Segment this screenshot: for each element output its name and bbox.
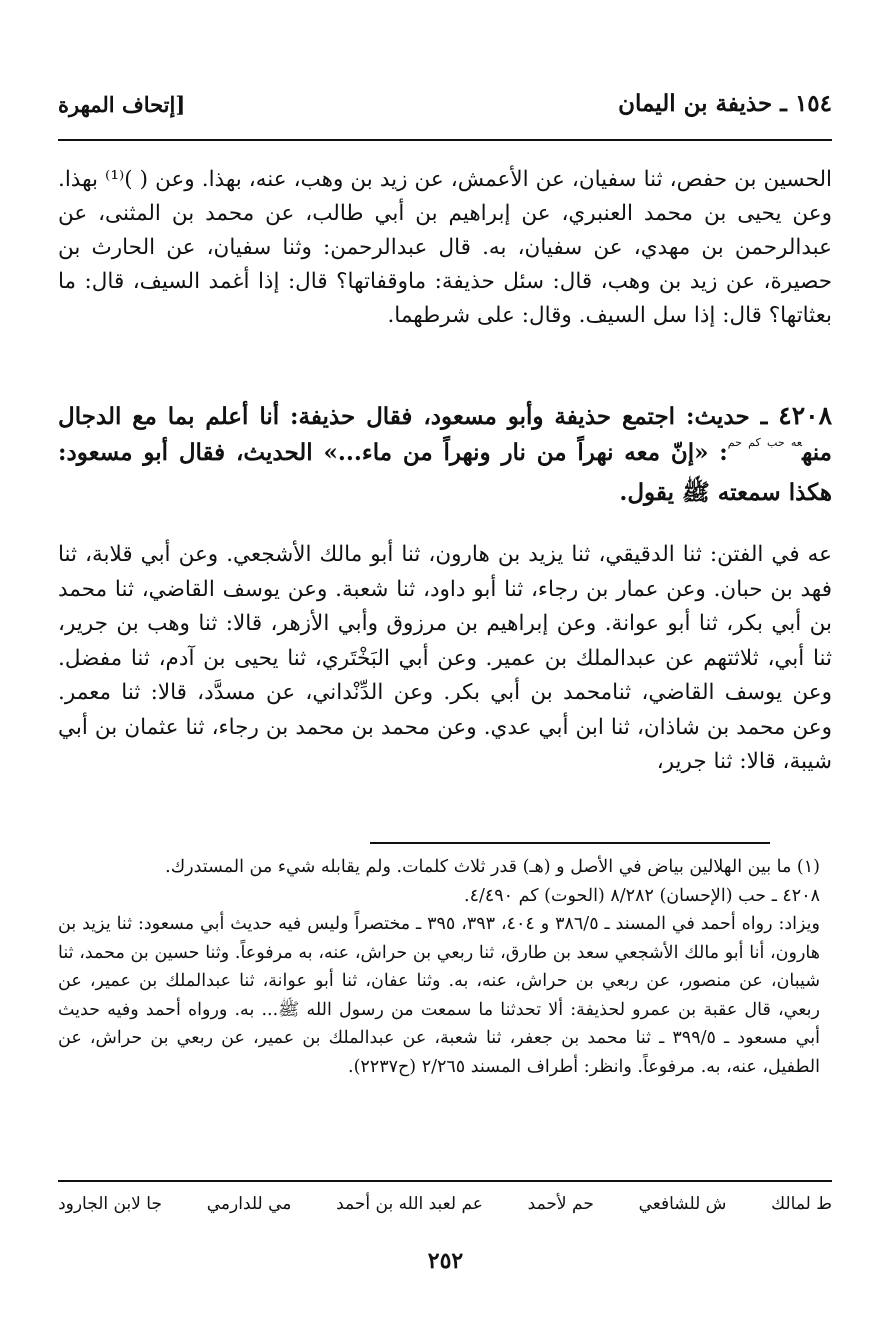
book-title: [إتحاف المهرة [58,92,186,117]
footnote-divider [370,842,770,844]
footnote-1: (١) ما بين الهلالين بياض في الأصل و (هـ) قدر ثلاث كلمات. ولم يقابله شيء من المستدرك. [165,857,820,877]
hadith-entry [58,398,832,511]
abbreviation-item: مي للدارمي [206,1194,292,1214]
footnotes [58,853,832,1081]
abbreviations-divider [58,1180,832,1182]
abbreviation-item: حم لأحمد [527,1194,594,1214]
footnote-2: ٤٢٠٨ ـ حب (الإحسان) ٨/٢٨٢ (الحوت) كم ٤/٤٩٠. [463,885,820,906]
chapter-title: ١٥٤ ـ حذيفة بن اليمان [618,90,832,117]
abbreviations-key [58,1194,832,1222]
hadith-text-a: ـ حديث: اجتمع حذيفة وأبو مسعود، فقال حذيفة: أنا أعلم بما مع الدجال منه [58,403,832,466]
body-paragraph-1: الحسين بن حفص، ثنا سفيان، عن الأعمش، عن زيد بن وهب، عنه، بهذا. وعن ( )⁽¹⁾ بهذا. وعن يحيى بن محمد العنبري، عن إبراهيم بن أبي طالب، عن محمد بن المثنى، عن عبدالرحمن بن مهدي، عن سفيان، به. قال عبدالرحمن: وثنا سفيان، عن الحارث بن حصيرة، عن زيد بن وهب، قال: سئل حذيفة: ماوقفاتها؟ قال: إذا أغمد السيف، قال: ما بعثاتها؟ قال: إذا سل السيف. وقال: على شرطهما. [58,167,832,328]
abbreviation-item: ط لمالك [771,1194,832,1214]
hadith-number: ٤٢٠٨ [778,401,832,430]
hadith-sources-marker: عه حب كم حم [727,436,803,449]
abbreviation-item: عم لعبد الله بن أحمد [336,1194,483,1214]
body-paragraph-2: عه في الفتن: ثنا الدقيقي، ثنا يزيد بن هارون، ثنا أبو مالك الأشجعي. وعن أبي قلابة، ثنا فهد بن حبان. وعن عمار بن رجاء، ثنا أبو داود، ثنا شعبة. وعن يوسف القاضي، ثنا محمد بن أبي بكر، ثنا أبو عوانة. وعن إبراهيم بن مرزوق وأبي الأزهر، قالا: ثنا وهب بن جرير، ثنا أبي، ثلاثتهم عن عبدالملك بن عمير. وعن أبي البَخْتَري، ثنا يحيى بن آدم، ثنا مفضل. وعن يوسف القاضي، ثنامحمد بن أبي بكر. وعن الدِّنْداني، عن مسدَّد، قالا: ثنا معمر. وعن محمد بن شاذان، ثنا ابن أبي عدي. وعن محمد بن محمد بن رجاء، ثنا عثمان بن أبي شيبة، قالا: ثنا جرير، [58,542,832,774]
page-number: ٢٥٢ [427,1248,464,1274]
abbreviation-item: جا لابن الجارود [58,1194,162,1214]
footnote-3: ويزاد: رواه أحمد في المسند ـ ٣٨٦/٥ و ٤٠٤، ٣٩٣، ٣٩٥ ـ مختصراً وليس فيه حديث أبي مسعود: ثنا يزيد بن هارون، أنا أبو مالك الأشجعي سعد بن طارق، ثنا ربعي بن حراش، عنه، به مرفوعاً. وثنا حسين بن محمد، ثنا شيبان، عن منصور، عن ربعي بن حراش، عنه، به. وثنا عفان، ثنا أبو عوانة، ثنا عبدالملك بن عمير، عن ربعي، قال عقبة بن عمرو لحذيفة: ألا تحدثنا ما سمعت من رسول الله ﷺ... به. ورواه أحمد وفيه حديث أبي مسعود ـ ٣٩٩/٥ ـ ثنا محمد بن جعفر، ثنا شعبة، عن عبدالملك بن عمير، عن ربعي بن حراش، عن الطفيل، عنه، به. مرفوعاً. وانظر: أطراف المسند ٢/٢٦٥ (ح٢٢٣٧). [58,914,820,1077]
hadith-text-b: : «إنّ معه نهراً من نار ونهراً من ماء...» الحديث، فقال أبو مسعود: هكذا سمعته ﷺ يقول. [58,439,832,506]
page-header [58,84,832,128]
header-divider [58,139,832,141]
abbreviation-item: ش للشافعي [638,1194,727,1214]
